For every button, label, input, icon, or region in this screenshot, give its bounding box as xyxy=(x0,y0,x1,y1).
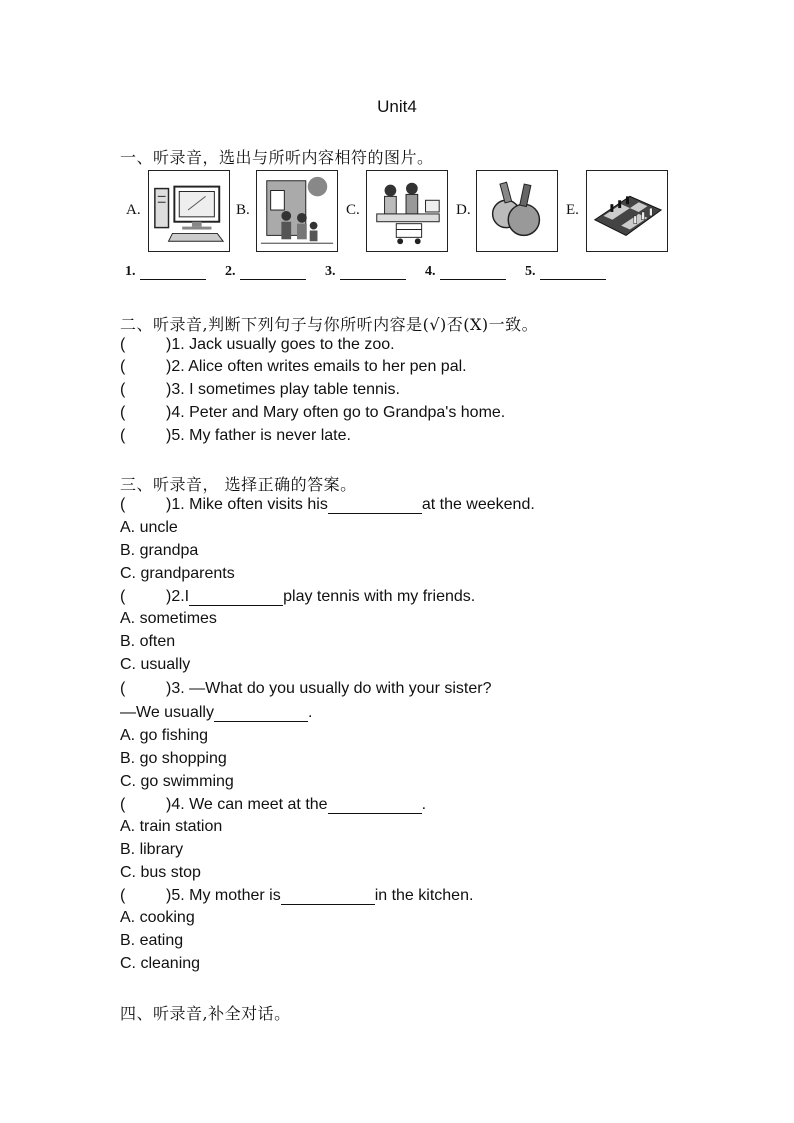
picture-letter: C. xyxy=(346,202,360,218)
picture-letter: E. xyxy=(566,202,579,218)
judge-item-3[interactable]: ( )3. I sometimes play table tennis. xyxy=(120,381,400,398)
option-item[interactable]: C. usually xyxy=(120,656,191,673)
picture-letter: D. xyxy=(456,202,471,218)
section3-heading: 三、听录音， 选择正确的答案。 xyxy=(120,475,357,494)
blank-line xyxy=(440,265,506,280)
answer-blank[interactable] xyxy=(281,888,375,905)
answer-blank[interactable] xyxy=(328,497,422,514)
blank-number: 1. xyxy=(125,264,136,279)
choice-question-3-line2: —We usually . xyxy=(120,704,313,721)
judge-item-1[interactable]: ( )1. Jack usually goes to the zoo. xyxy=(120,336,395,353)
blank-number: 5. xyxy=(525,264,536,279)
option-item[interactable]: A. cooking xyxy=(120,909,195,926)
judge-item-5[interactable]: ( )5. My father is never late. xyxy=(120,427,351,444)
family-icon xyxy=(256,170,338,252)
option-item[interactable]: A. go fishing xyxy=(120,727,209,744)
option-item[interactable]: B. often xyxy=(120,633,176,650)
blank-line xyxy=(240,265,306,280)
blank-number: 4. xyxy=(425,264,436,279)
answer-blank-3[interactable] xyxy=(325,264,406,280)
picture-letter: A. xyxy=(126,202,141,218)
section1-heading: 一、听录音，选出与所听内容相符的图片。 xyxy=(120,148,434,167)
option-item[interactable]: C. go swimming xyxy=(120,773,234,790)
option-item[interactable]: A. train station xyxy=(120,818,223,835)
blank-number: 2. xyxy=(225,264,236,279)
choice-question-2: ( )2.I play tennis with my friends. xyxy=(120,588,476,605)
judge-item-2[interactable]: ( )2. Alice often writes emails to her pen pal. xyxy=(120,358,467,375)
section2-heading: 二、听录音,判断下列句子与你所听内容是(√)否(X)一致。 xyxy=(120,315,539,334)
option-item[interactable]: C. cleaning xyxy=(120,955,201,972)
choice-question-3: ( )3. —What do you usually do with your sister? xyxy=(120,680,492,697)
choice-question-1: ( )1. Mike often visits his at the weekend. xyxy=(120,496,535,513)
choice-question-4: ( )4. We can meet at the . xyxy=(120,796,427,813)
answer-blank[interactable] xyxy=(189,589,283,606)
answer-blank[interactable] xyxy=(214,705,308,722)
answer-blank-2[interactable] xyxy=(225,264,306,280)
option-item[interactable]: B. library xyxy=(120,841,184,858)
answer-blank-4[interactable] xyxy=(425,264,506,280)
option-item[interactable]: C. bus stop xyxy=(120,864,201,881)
computer-icon xyxy=(148,170,230,252)
option-item[interactable]: B. grandpa xyxy=(120,542,199,559)
blank-line xyxy=(140,265,206,280)
picture-row xyxy=(120,170,680,252)
blank-number: 3. xyxy=(325,264,336,279)
option-item[interactable]: B. eating xyxy=(120,932,184,949)
judge-item-4[interactable]: ( )4. Peter and Mary often go to Grandpa's home. xyxy=(120,404,506,421)
blank-line xyxy=(540,265,606,280)
choice-question-5: ( )5. My mother is in the kitchen. xyxy=(120,887,474,904)
answer-blank[interactable] xyxy=(328,797,422,814)
table-tennis-icon xyxy=(476,170,558,252)
answer-blank-5[interactable] xyxy=(525,264,606,280)
option-item[interactable]: B. go shopping xyxy=(120,750,227,767)
option-item[interactable]: A. uncle xyxy=(120,519,178,536)
picture-letter: B. xyxy=(236,202,250,218)
option-item[interactable]: C. grandparents xyxy=(120,565,235,582)
chess-icon xyxy=(586,170,668,252)
section4-heading: 四、听录音,补全对话。 xyxy=(120,1004,291,1023)
shopping-icon xyxy=(366,170,448,252)
blank-line xyxy=(340,265,406,280)
option-item[interactable]: A. sometimes xyxy=(120,610,217,627)
page-title: Unit4 xyxy=(377,97,417,116)
answer-blank-1[interactable] xyxy=(125,264,206,280)
